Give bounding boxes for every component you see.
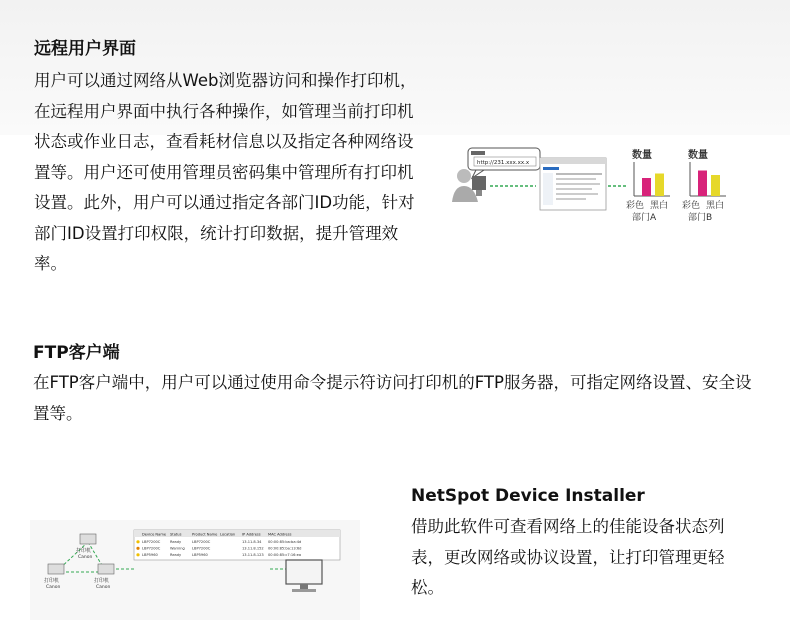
- table-header-cell: IP Address: [242, 532, 261, 537]
- user-icon: [452, 169, 486, 202]
- remote-ui-title: 远程用户界面: [34, 39, 136, 59]
- status-indicator-icon: [136, 540, 139, 543]
- table-header-cell: MAC Address: [268, 532, 292, 537]
- table-cell: Ready: [170, 553, 182, 557]
- netspot-section: [411, 485, 751, 604]
- chart-a-color-label: 彩色: [626, 201, 645, 211]
- printer-left-label: 打印机: [44, 578, 60, 584]
- table-cell: Ready: [170, 540, 182, 544]
- table-cell: LBP7200C: [192, 540, 211, 544]
- printer-right-brand: Canon: [96, 585, 111, 590]
- table-cell: 00:00:85:ba:ba:4d: [268, 540, 302, 544]
- chart-a-dept-label: 部门A: [632, 213, 657, 223]
- table-header-cell: Product Name: [192, 532, 218, 537]
- table-cell: Warning: [170, 546, 185, 551]
- chart-b-dept-label: 部门B: [688, 213, 713, 223]
- browser-window-screenshot: [540, 158, 606, 210]
- netspot-description: 借助此软件可查看网络上的佳能设备状态列表，更改网络或协议设置，让打印管理更轻松。: [411, 517, 725, 597]
- chart-b-color-bar: [698, 171, 707, 197]
- remote-ui-section: [34, 38, 420, 280]
- url-bubble: [468, 148, 540, 178]
- table-cell: 13.11.8.152: [242, 546, 264, 551]
- chart-a-title: 数量: [632, 150, 652, 161]
- table-cell: LBP7200C: [192, 546, 211, 551]
- chart-b-color-label: 彩色: [682, 201, 701, 211]
- table-header-cell: Location: [220, 532, 236, 537]
- department-chart-b: [682, 148, 726, 223]
- chart-a-bw-bar: [655, 174, 664, 197]
- printer-top-label: 打印机: [76, 548, 92, 554]
- department-chart-a: [626, 148, 670, 223]
- table-cell: 13.11.8.34: [242, 540, 262, 544]
- netspot-title: NetSpot Device Installer: [411, 486, 645, 506]
- remote-ui-description: 用户可以通过网络从Web浏览器访问和操作打印机，在远程用户界面中执行各种操作，如管理当前打印机状态或作业日志，查看耗材信息以及指定各种网络设置等。用户还可使用管理员密码集中管理所有打印机设置。此外，用户可以通过指定各部门ID功能，针对部门ID设置打印权限，统计打印数据，提升管理效率。: [34, 71, 417, 273]
- remote-ui-illustration: [452, 140, 742, 240]
- status-indicator-icon: [136, 547, 139, 550]
- table-cell: 00:00:85:ba:13:6d: [268, 546, 302, 551]
- table-header-cell: Device Name: [142, 532, 167, 537]
- table-cell: LBP5960: [142, 553, 158, 557]
- table-cell: LBP7200C: [142, 546, 161, 551]
- printer-top-brand: Canon: [78, 555, 93, 560]
- chart-b-bw-bar: [711, 175, 720, 196]
- ftp-title: FTP客户端: [33, 343, 120, 363]
- status-indicator-icon: [136, 553, 139, 556]
- printer-right-label: 打印机: [94, 578, 110, 584]
- ftp-description: 在FTP客户端中，用户可以通过使用命令提示符访问打印机的FTP服务器，可指定网络设置、安全设置等。: [33, 373, 752, 423]
- table-cell: 00:00:85:c7:16:ea: [268, 553, 302, 557]
- table-cell: 13.11.8.123: [242, 553, 264, 557]
- device-list-table: [134, 530, 340, 560]
- chart-a-bw-label: 黑白: [650, 201, 669, 211]
- table-header-cell: Status: [170, 532, 182, 537]
- netspot-illustration: [30, 520, 360, 620]
- url-text: http://231.xxx.xx.x: [477, 160, 530, 166]
- table-cell: LBP5960: [192, 553, 208, 557]
- ftp-section: [33, 342, 753, 429]
- printer-left-brand: Canon: [46, 585, 61, 590]
- chart-b-title: 数量: [688, 150, 708, 161]
- chart-a-color-bar: [642, 178, 651, 196]
- table-cell: LBP7200C: [142, 540, 161, 544]
- chart-b-bw-label: 黑白: [706, 201, 725, 211]
